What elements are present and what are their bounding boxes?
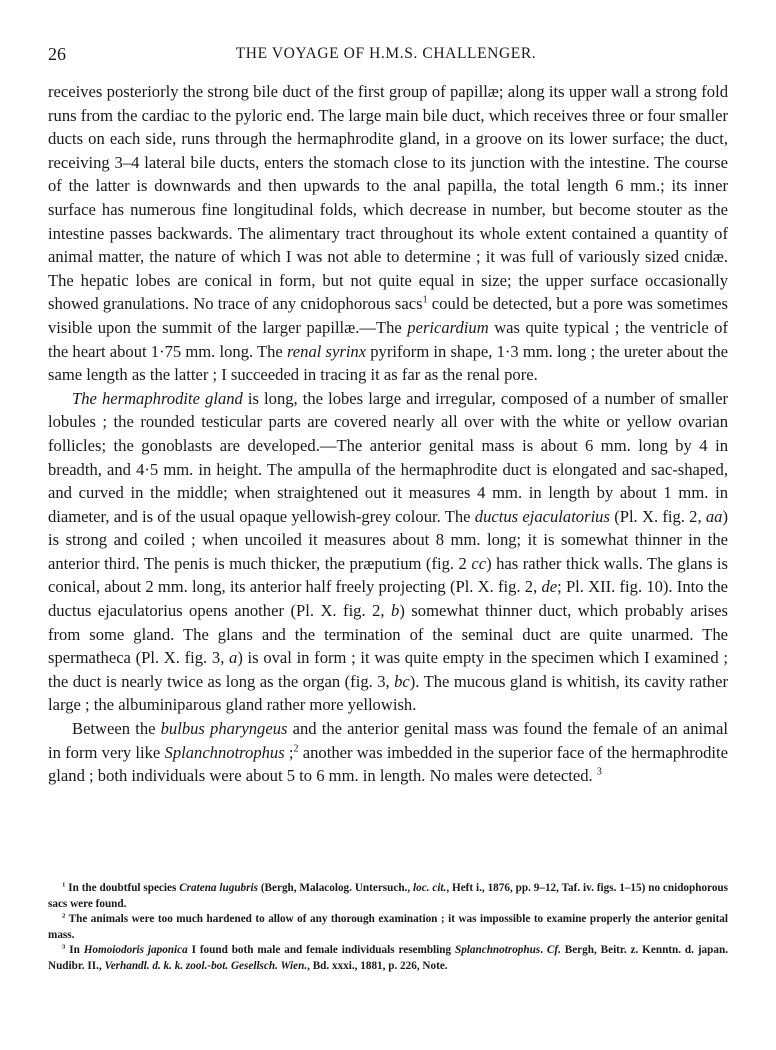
page-number: 26	[48, 44, 66, 64]
paragraph-parasites	[48, 717, 728, 788]
italic-text: de	[541, 577, 558, 597]
italic-text: Splanchnotrophus	[164, 742, 285, 762]
text-run: The animals were too much hardened to allow of any thorough examination ; it was impossible to examine properly the anterior genital mass.	[48, 913, 728, 941]
text-run: In the doubtful species	[65, 882, 180, 894]
footnote-3	[48, 943, 728, 974]
footnote-1	[48, 881, 728, 912]
running-title: THE VOYAGE OF H.M.S. CHALLENGER.	[235, 45, 537, 62]
text-run: ; Pl. XII. fig. 10). Into the ductus ejaculatorius opens another (Pl. X. fig. 2,	[48, 577, 729, 621]
footnote-2	[48, 912, 728, 943]
italic-text: loc. cit.	[413, 882, 447, 894]
text-run: ) is oval in form ; it was quite empty in the specimen which I examined ; the duct is nearly twice as long as the organ (fig. 3,	[48, 648, 729, 691]
page-header	[48, 44, 724, 68]
text-run: and the anterior genital mass was found the female of an animal in form very like	[48, 719, 728, 762]
italic-text: bc	[394, 671, 410, 691]
italic-text: cc	[471, 553, 487, 573]
text-run: (Bergh, Malacolog. Untersuch.,	[257, 882, 414, 894]
text-run: receives posteriorly the strong bile duct of the first group of papillæ; along its upper wall a strong fold runs from the cardiac to the pyloric end. The large main bile duct, which receives three or four smaller ducts on each side, runs through the hermaphrodite gland, in a groove on its lower surface; the duct, receiving 3–4 lateral bile ducts, enters the stomach close to its junction with the intestine. The course of the latter is downwards and then upwards to the anal papilla, the total length 6 mm.; its inner surface has numerous fine longitudinal folds, which decrease in number, but become stouter as the intestine passes backwards. The alimentary tract throughout its whole extent contained a quantity of animal matter, the nature of which I was not able to determine ; it was full of variously sized cnidæ. The hepatic lobes are conical in form, but not quite equal in size; the upper surface occasionally showed granulations. No trace of any cnidophorous sacs	[48, 82, 728, 314]
body-text	[48, 80, 728, 788]
text-run: pyriform in shape, 1·3 mm. long ; the ureter about the same length as the latter ; I succeeded in tracing it as far as the renal pore.	[48, 341, 728, 385]
italic-text: ductus ejaculatorius	[474, 506, 610, 526]
footnote-marker: 3	[62, 943, 66, 951]
italic-text: The hermaphrodite gland	[72, 388, 243, 408]
italic-text: Verhandl. d. k. k. zool.-bot. Gesellsch. Wien.	[104, 959, 308, 972]
text-run: is long, the lobes large and irregular, composed of a number of smaller lobules ; the rounded testicular parts are covered nearly all over with the white or yellow ovarian follicles; the gonoblasts are developed.—The anterior genital mass is about 6 mm. long by 4 in breadth, and 4·5 mm. in height. The ampulla of the hermaphrodite duct is elongated and sac-shaped, and curved in the middle; when straightened out it measures 4 mm. in length by about 1 mm. in diameter, and is of the usual opaque yellowish-grey colour. The	[48, 388, 728, 526]
text-run: ) has rather thick walls. The glans is conical, about 2 mm. long, its anterior half freely projecting (Pl. X. fig. 2,	[48, 553, 728, 597]
italic-text: bulbus pharyngeus	[160, 719, 288, 739]
text-run: I found both male and female individuals resembling	[187, 944, 455, 957]
italic-text: renal syrinx	[286, 341, 367, 361]
footnote-marker: 3	[596, 766, 602, 778]
italic-text: Cratena lugubris	[179, 882, 258, 894]
text-run: could be detected, but a pore was sometimes visible upon the summit of the larger papillæ.—The	[48, 294, 729, 337]
text-run: (Pl. X. fig. 2,	[609, 506, 706, 526]
paragraph-hermaphrodite-gland	[48, 387, 728, 717]
footnote-marker: 2	[62, 912, 66, 920]
text-run: was quite typical ; the ventricle of the heart about 1·75 mm. long. The	[48, 317, 728, 361]
text-run: ) is strong and coiled ; when uncoiled it measures about 8 mm. long; it is somewhat thinner in the anterior third. The penis is much thicker, the præputium (fig. 2	[48, 506, 728, 573]
text-run: Between the	[72, 719, 161, 739]
text-run: Bergh, Beitr. z. Kenntn. d. japan. Nudibr. II.,	[48, 944, 728, 972]
italic-text: b	[391, 601, 400, 621]
italic-text: Splanchnotrophus	[454, 944, 541, 957]
paragraph-digestive-system	[48, 80, 728, 387]
text-run: another was imbedded in the superior face of the hermaphrodite gland ; both individuals were about 5 to 6 mm. in length. No males were detected.	[48, 742, 728, 786]
text-run: ). The mucous gland is whitish, its cavity rather large ; the albuminiparous gland rather more yellowish.	[48, 671, 728, 715]
italic-text: pericardium	[407, 317, 489, 337]
text-run: ) somewhat thinner duct, which probably arises from some gland. The glans and the termination of the seminal duct are quite unarmed. The spermatheca (Pl. X. fig. 3,	[48, 601, 728, 668]
italic-text: Cf.	[546, 944, 561, 957]
text-run: , Heft i., 1876, pp. 9–12, Taf. iv. figs. 1–15) no cnidophorous sacs were found.	[48, 882, 728, 910]
text-run: , Bd. xxxi., 1881, p. 226, Note.	[307, 959, 448, 972]
footnote-marker: 1	[422, 294, 428, 306]
italic-text: a	[229, 648, 238, 668]
footnote-marker: 1	[62, 881, 66, 889]
footnotes	[48, 881, 728, 975]
text-run: ;	[284, 742, 294, 762]
italic-text: Homoiodoris japonica	[83, 944, 188, 957]
text-run: .	[540, 944, 547, 957]
footnote-marker: 2	[293, 743, 299, 755]
text-run: In	[65, 944, 84, 957]
italic-text: aa	[705, 506, 723, 526]
